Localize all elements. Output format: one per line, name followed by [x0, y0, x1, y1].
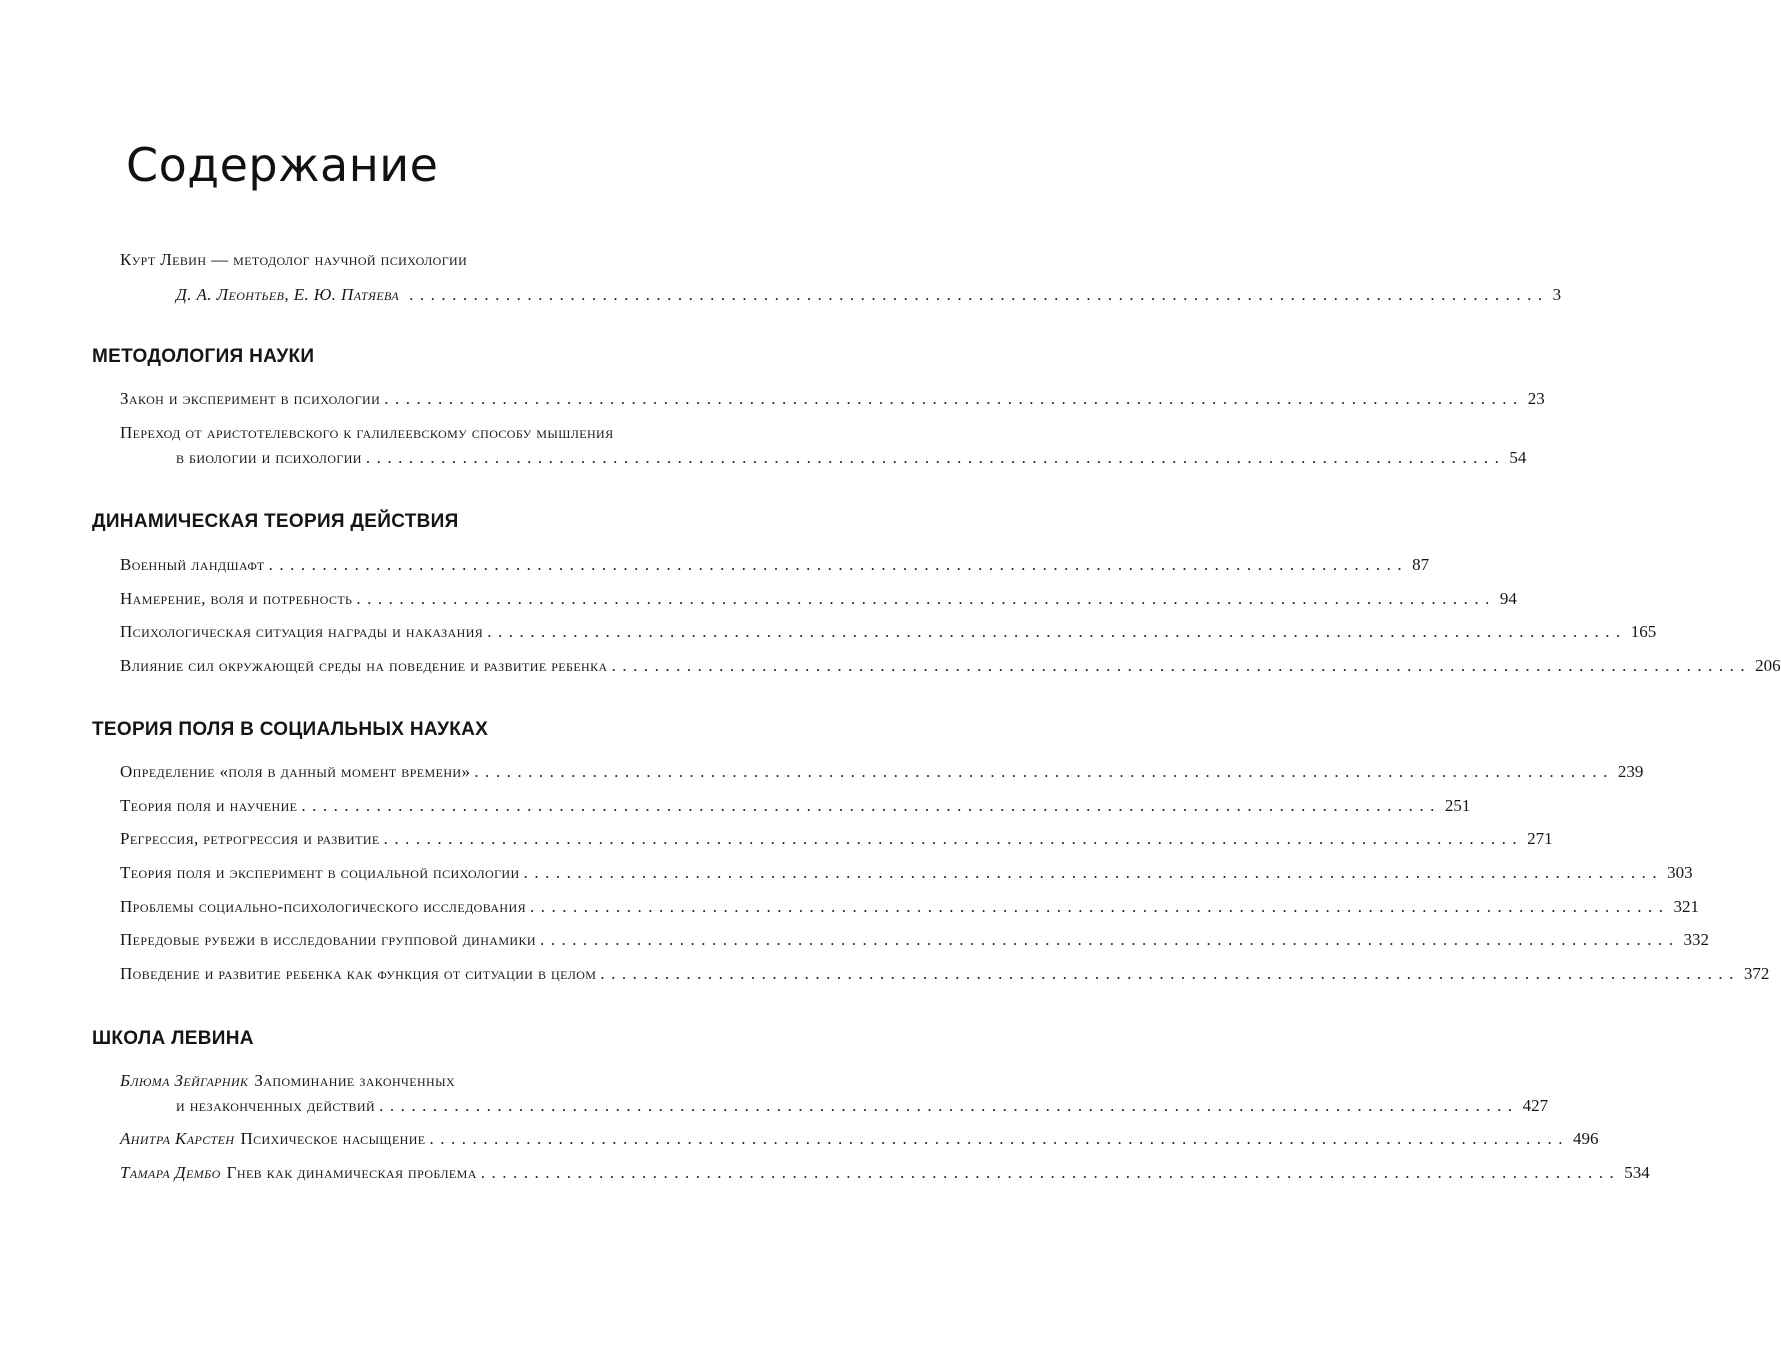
- dot-leader: ..........................................................................................................: [356, 589, 1496, 608]
- entry-title: Психологическая ситуация награды и наказания: [120, 622, 484, 641]
- entry-title: Теория поля и эксперимент в социальной психологии: [120, 863, 520, 882]
- entry-page-number: 23: [1527, 389, 1545, 408]
- dot-leader: ..........................................................................................................: [487, 622, 1627, 641]
- dot-leader: ..........................................................................................................: [365, 448, 1506, 467]
- toc-entry[interactable]: [120, 622, 1657, 646]
- entry-page-number: 427: [1522, 1096, 1549, 1115]
- toc-entry[interactable]: [120, 829, 1553, 853]
- entry-page-number: 321: [1673, 897, 1699, 916]
- entry-title: Курт Левин — методолог научной психологии: [120, 250, 468, 269]
- entry-title: Гнев как динамическая проблема: [226, 1163, 477, 1182]
- toc-entry-line1[interactable]: [120, 423, 614, 447]
- toc-entry[interactable]: [120, 762, 1644, 786]
- dot-leader: ..........................................................................................................: [429, 1129, 1570, 1148]
- entry-title: Влияние сил окружающей среды на поведение и развитие ребенка: [120, 656, 608, 675]
- dot-leader: ..........................................................................................................: [539, 930, 1680, 949]
- toc-entry[interactable]: [120, 589, 1517, 613]
- dot-leader: ..........................................................................................................: [268, 555, 1409, 574]
- entry-author: Д. А. Леонтьев, Е. Ю. Патяева: [176, 285, 400, 304]
- entry-page-number: 303: [1667, 863, 1693, 882]
- section-heading: ТЕОРИЯ ПОЛЯ В СОЦИАЛЬНЫХ НАУКАХ: [92, 719, 489, 740]
- entry-title: Передовые рубежи в исследовании групповой динамики: [120, 930, 536, 949]
- toc-entry[interactable]: [120, 1129, 1599, 1153]
- entry-page-number: 206: [1755, 656, 1781, 675]
- entry-title: Закон и эксперимент в психологии: [120, 389, 381, 408]
- dot-leader: ..........................................................................................................: [523, 863, 1664, 882]
- entry-author: Блюма Зейгарник: [120, 1071, 249, 1090]
- entry-title-continued: и незаконченных действий: [176, 1096, 376, 1115]
- entry-title: Военный ландшафт: [120, 555, 265, 574]
- toc-entry-intro-authors[interactable]: [176, 285, 1562, 309]
- toc-entry-line1[interactable]: [120, 1071, 455, 1095]
- entry-page-number: 496: [1573, 1129, 1599, 1148]
- toc-entry-line2[interactable]: [176, 448, 1527, 472]
- toc-entry-line2[interactable]: [176, 1096, 1549, 1120]
- entry-page-number: 54: [1509, 448, 1527, 467]
- toc-entry[interactable]: [120, 897, 1699, 921]
- dot-leader: ..........................................................................................................: [480, 1163, 1621, 1182]
- entry-page-number: 87: [1412, 555, 1430, 574]
- entry-author: Тамара Дембо: [120, 1163, 221, 1182]
- entry-title-continued: в биологии и психологии: [176, 448, 362, 467]
- dot-leader: ..........................................................................................................: [474, 762, 1614, 781]
- dot-leader: ..........................................................................................................: [611, 656, 1752, 675]
- dot-leader: ..........................................................................................................: [384, 389, 1524, 408]
- toc-entry[interactable]: [120, 555, 1430, 579]
- entry-page-number: 332: [1683, 930, 1709, 949]
- entry-title: Запоминание законченных: [254, 1071, 456, 1090]
- dot-leader: ..........................................................................................................: [529, 897, 1670, 916]
- section-heading: МЕТОДОЛОГИЯ НАУКИ: [92, 346, 315, 367]
- toc-entry[interactable]: [120, 964, 1770, 988]
- entry-title: Намерение, воля и потребность: [120, 589, 353, 608]
- dot-leader: ..........................................................................................................: [600, 964, 1740, 983]
- entry-title: Переход от аристотелевского к галилеевскому способу мышления: [120, 423, 614, 442]
- toc-entry[interactable]: [120, 656, 1781, 680]
- toc-entry[interactable]: [120, 389, 1545, 413]
- entry-page-number: 3: [1552, 285, 1562, 304]
- toc-entry-intro-title[interactable]: [120, 250, 467, 274]
- entry-author: Анитра Карстен: [120, 1129, 235, 1148]
- entry-title: Определение «поля в данный момент времени»: [120, 762, 471, 781]
- entry-page-number: 271: [1527, 829, 1553, 848]
- entry-title: Проблемы социально-психологического исследования: [120, 897, 526, 916]
- entry-title: Поведение и развитие ребенка как функция от ситуации в целом: [120, 964, 597, 983]
- toc-entry[interactable]: [120, 930, 1709, 954]
- dot-leader: ..........................................................................................................: [301, 796, 1441, 815]
- entry-title: Теория поля и научение: [120, 796, 298, 815]
- toc-entry[interactable]: [120, 796, 1471, 820]
- dot-leader: ..........................................................................................................: [409, 285, 1549, 304]
- toc-entry[interactable]: [120, 1163, 1650, 1187]
- entry-page-number: 251: [1444, 796, 1471, 815]
- entry-page-number: 239: [1617, 762, 1644, 781]
- section-heading: ШКОЛА ЛЕВИНА: [92, 1028, 254, 1049]
- page-title: Содержание: [126, 138, 439, 192]
- dot-leader: ..........................................................................................................: [383, 829, 1524, 848]
- entry-page-number: 372: [1743, 964, 1770, 983]
- entry-title: Психическое насыщение: [240, 1129, 426, 1148]
- toc-entry[interactable]: [120, 863, 1693, 887]
- entry-page-number: 534: [1624, 1163, 1650, 1182]
- dot-leader: ..........................................................................................................: [379, 1096, 1519, 1115]
- entry-title: Регрессия, ретрогрессия и развитие: [120, 829, 380, 848]
- section-heading: ДИНАМИЧЕСКАЯ ТЕОРИЯ ДЕЙСТВИЯ: [92, 511, 459, 532]
- entry-page-number: 94: [1499, 589, 1517, 608]
- entry-page-number: 165: [1630, 622, 1657, 641]
